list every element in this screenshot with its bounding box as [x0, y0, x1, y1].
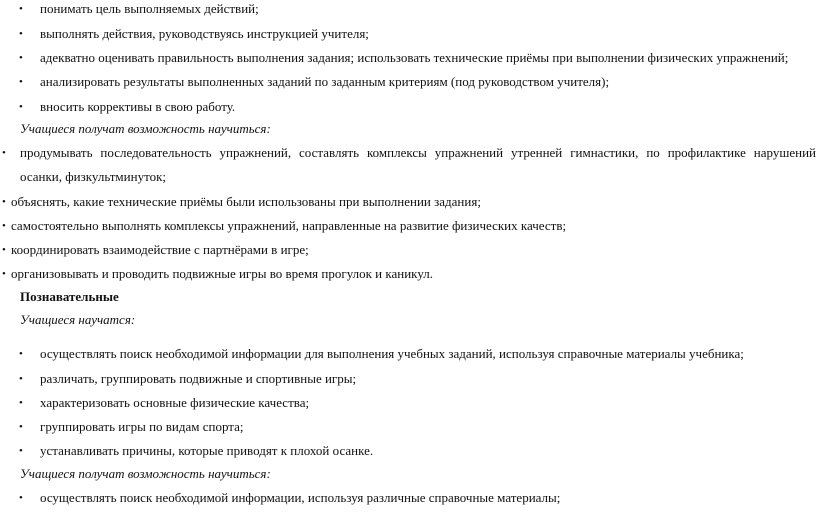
list-item-text: группировать игры по видам спорта; — [40, 419, 244, 434]
bullet-icon: • — [19, 348, 23, 360]
list-item-text: понимать цель выполняемых действий; — [40, 1, 259, 16]
list-item-text: продумывать последовательность упражнений, составлять комплексы упражнений утренней гимнастики, по профилактике нарушений — [20, 145, 816, 160]
bullet-icon: • — [2, 147, 6, 159]
bullet-icon: • — [19, 101, 23, 113]
bullet-icon: • — [19, 421, 23, 433]
bullet-icon: • — [19, 3, 23, 15]
bullet-icon: • — [19, 76, 23, 88]
list-item-text: устанавливать причины, которые приводят к плохой осанке. — [40, 443, 374, 458]
list-item-text: анализировать результаты выполненных заданий по заданным критериям (под руководством учителя); — [40, 74, 610, 89]
list-item-text: осанки, физкультминуток; — [20, 169, 167, 184]
bullet-icon: • — [2, 244, 6, 256]
list-item-text: осуществлять поиск необходимой информации, используя различные справочные материалы; — [40, 490, 561, 505]
list-item-text: объяснять, какие технические приёмы были использованы при выполнении задания; — [11, 194, 481, 209]
list-item-text: вносить коррективы в свою работу. — [40, 99, 236, 114]
document-page: • понимать цель выполняемых действий; • выполнять действия, руководствуясь инструкцией учителя; • адекватно оценивать правильность выполнения задания; использовать технические приёмы при выполнении физических упражнений; • анализировать результаты выполненных заданий по заданным критериям (под руководством учителя); • вносить коррективы в свою работу. Учащиеся получат возможность научиться: • продумывать последовательность упражнений, составлять комплексы упражнений утренней гимнастики, по профилактике нарушений осанки, физкультминуток; • объяснять, какие технические приёмы были использованы при выполнении задания; • самостоятельно выполнять комплексы упражнений, направленные на развитие физических качеств; • координировать взаимодействие с партнёрами в игре; • организовывать и проводить подвижные игры во время прогулок и каникул. Познавательные Учащиеся научатся: • осуществлять поиск необходимой информации для выполнения учебных заданий, используя справочные материалы учебника; • различать, группировать подвижные и спортивные игры; • характеризовать основные физические качества; • группировать игры по видам спорта; • устанавливать причины, которые приводят к плохой осанке. Учащиеся получат возможность научиться: • осуществлять поиск необходимой информации, используя различные справочные материалы; — [2, 1, 816, 505]
bullet-icon: • — [19, 52, 23, 64]
list-item-text: самостоятельно выполнять комплексы упражнений, направленные на развитие физических качеств; — [11, 218, 567, 233]
bullet-icon: • — [19, 28, 23, 40]
bullet-icon: • — [19, 397, 23, 409]
list-item-text: координировать взаимодействие с партнёрами в игре; — [11, 242, 309, 257]
list-item-text: характеризовать основные физические качества; — [40, 395, 310, 410]
bullet-icon: • — [19, 492, 23, 504]
bullet-icon: • — [19, 445, 23, 457]
bullet-icon: • — [2, 220, 6, 232]
list-item-text: организовывать и проводить подвижные игры во время прогулок и каникул. — [11, 266, 433, 281]
list-item-text: осуществлять поиск необходимой информации для выполнения учебных заданий, используя справочные материалы учебника; — [40, 346, 744, 361]
list-item-text: адекватно оценивать правильность выполнения задания; использовать технические приёмы при выполнении физических упражнений; — [40, 50, 789, 65]
bullet-icon: • — [2, 196, 6, 208]
list-item-text: различать, группировать подвижные и спортивные игры; — [40, 371, 357, 386]
bullet-icon: • — [2, 268, 6, 280]
bullet-icon: • — [19, 373, 23, 385]
list-item-text: выполнять действия, руководствуясь инструкцией учителя; — [40, 26, 369, 41]
